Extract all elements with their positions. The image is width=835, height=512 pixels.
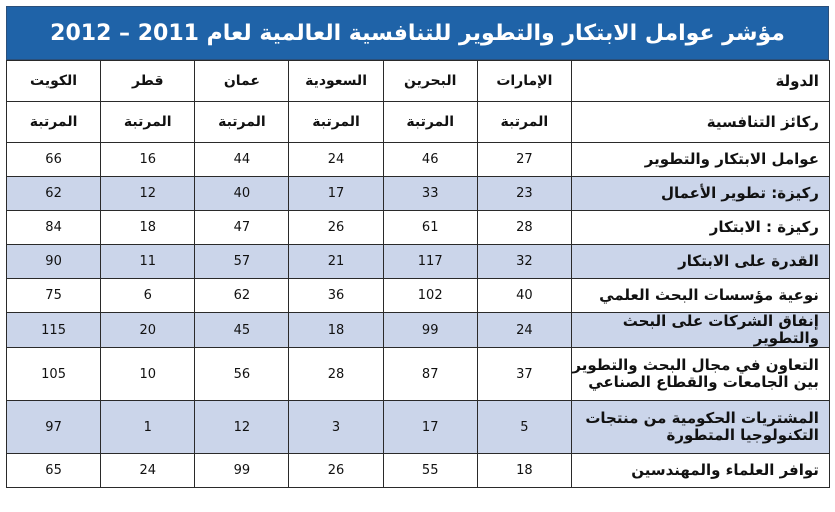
country-header-uae: الإمارات — [477, 61, 571, 102]
rank-cell: 115 — [7, 313, 101, 348]
rank-cell: 28 — [289, 348, 383, 401]
rank-cell: 90 — [7, 245, 101, 279]
rank-header-row — [7, 102, 830, 143]
country-header-label: الدولة — [571, 61, 829, 102]
rank-cell: 24 — [101, 454, 195, 488]
rank-cell: 37 — [477, 348, 571, 401]
row-label: إنفاق الشركات على البحث والتطوير — [571, 313, 829, 348]
rank-cell: 17 — [289, 177, 383, 211]
rank-cell: 99 — [195, 454, 289, 488]
rank-header: المرتبة — [383, 102, 477, 143]
table-row — [7, 245, 830, 279]
rank-cell: 61 — [383, 211, 477, 245]
rank-cell: 10 — [101, 348, 195, 401]
table-row — [7, 211, 830, 245]
rank-cell: 57 — [195, 245, 289, 279]
rank-cell: 3 — [289, 401, 383, 454]
table-row — [7, 401, 830, 454]
country-header-bahrain: البحرين — [383, 61, 477, 102]
rank-header: المرتبة — [289, 102, 383, 143]
rank-cell: 16 — [101, 143, 195, 177]
rank-cell: 12 — [195, 401, 289, 454]
rank-cell: 105 — [7, 348, 101, 401]
rank-cell: 97 — [7, 401, 101, 454]
country-header-saudi: السعودية — [289, 61, 383, 102]
rank-cell: 1 — [101, 401, 195, 454]
rank-cell: 24 — [289, 143, 383, 177]
rank-cell: 36 — [289, 279, 383, 313]
rank-cell: 87 — [383, 348, 477, 401]
rank-cell: 18 — [477, 454, 571, 488]
rank-cell: 40 — [195, 177, 289, 211]
rank-cell: 102 — [383, 279, 477, 313]
row-label: القدرة على الابتكار — [571, 245, 829, 279]
rank-cell: 18 — [289, 313, 383, 348]
row-label: ركيزة : الابتكار — [571, 211, 829, 245]
rank-header: المرتبة — [195, 102, 289, 143]
table-row — [7, 177, 830, 211]
rank-cell: 26 — [289, 211, 383, 245]
rank-cell: 99 — [383, 313, 477, 348]
rank-cell: 75 — [7, 279, 101, 313]
rank-cell: 5 — [477, 401, 571, 454]
rank-header: المرتبة — [477, 102, 571, 143]
rank-cell: 47 — [195, 211, 289, 245]
table-row — [7, 454, 830, 488]
pillars-header-label: ركائز التنافسية — [571, 102, 829, 143]
rank-cell: 55 — [383, 454, 477, 488]
rank-header: المرتبة — [7, 102, 101, 143]
rank-cell: 6 — [101, 279, 195, 313]
rank-cell: 56 — [195, 348, 289, 401]
rank-cell: 20 — [101, 313, 195, 348]
rank-cell: 23 — [477, 177, 571, 211]
rank-cell: 62 — [195, 279, 289, 313]
competitiveness-table — [6, 60, 830, 488]
country-header-oman: عمان — [195, 61, 289, 102]
rank-cell: 84 — [7, 211, 101, 245]
rank-cell: 26 — [289, 454, 383, 488]
table-row — [7, 348, 830, 401]
rank-cell: 12 — [101, 177, 195, 211]
row-label: نوعية مؤسسات البحث العلمي — [571, 279, 829, 313]
table-row — [7, 313, 830, 348]
rank-cell: 11 — [101, 245, 195, 279]
row-label: عوامل الابتكار والتطوير — [571, 143, 829, 177]
rank-cell: 33 — [383, 177, 477, 211]
row-label: ركيزة: تطوير الأعمال — [571, 177, 829, 211]
rank-cell: 65 — [7, 454, 101, 488]
row-label: التعاون في مجال البحث والتطوير بين الجامعات والقطاع الصناعي — [571, 348, 829, 401]
rank-cell: 66 — [7, 143, 101, 177]
rank-cell: 21 — [289, 245, 383, 279]
rank-cell: 27 — [477, 143, 571, 177]
row-label: توافر العلماء والمهندسين — [571, 454, 829, 488]
competitiveness-table-container — [6, 6, 829, 488]
table-row — [7, 143, 830, 177]
rank-cell: 40 — [477, 279, 571, 313]
table-title: مؤشر عوامل الابتكار والتطوير للتنافسية العالمية لعام 2011 – 2012 — [6, 6, 829, 60]
rank-header: المرتبة — [101, 102, 195, 143]
table-row — [7, 279, 830, 313]
rank-cell: 62 — [7, 177, 101, 211]
rank-cell: 117 — [383, 245, 477, 279]
rank-cell: 24 — [477, 313, 571, 348]
rank-cell: 17 — [383, 401, 477, 454]
rank-cell: 45 — [195, 313, 289, 348]
rank-cell: 46 — [383, 143, 477, 177]
country-header-row — [7, 61, 830, 102]
rank-cell: 32 — [477, 245, 571, 279]
rank-cell: 28 — [477, 211, 571, 245]
rank-cell: 18 — [101, 211, 195, 245]
country-header-qatar: قطر — [101, 61, 195, 102]
country-header-kuwait: الكويت — [7, 61, 101, 102]
row-label: المشتريات الحكومية من منتجات التكنولوجيا المتطورة — [571, 401, 829, 454]
rank-cell: 44 — [195, 143, 289, 177]
